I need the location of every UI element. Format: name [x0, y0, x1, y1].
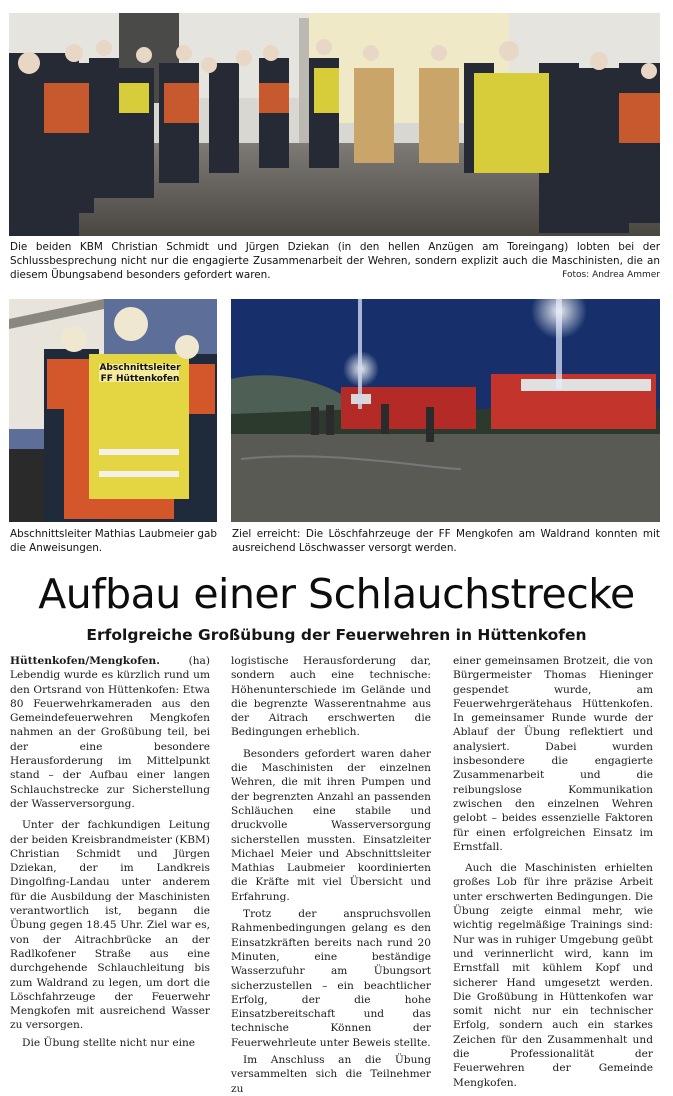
vest-label-line2: FF Hüttenkofen — [100, 374, 180, 384]
article-paragraph: Trotz der anspruchsvollen Rahmenbedingungen gelang es den Einsatzkräften bereits nach rund 20 Minuten, eine beständige Wasserzufuhr am Übungsort sicherzustellen – ein beachtlicher Erfolg, der die hohe Einsatzbereitschaft und das technische Können der Feuerwehrleute unter Beweis stellte. — [231, 908, 431, 1049]
article-column-2 — [231, 654, 431, 1096]
article-paragraph: Im Anschluss an die Übung versammelten sich die Teilnehmer zu — [231, 1054, 431, 1095]
article-column-1 — [10, 654, 210, 1050]
right-photo — [231, 299, 660, 522]
author-tag: (ha) — [188, 655, 210, 667]
vest-label — [94, 363, 186, 385]
article-paragraph: logistische Herausforderung dar, sondern auch eine technische: Höhenunterschiede im Gelände und die begrenzte Wasserentnahme aus der Aitrach erschwerten die Bedingungen erheblich. — [231, 655, 431, 739]
article-paragraph: Auch die Maschinisten erhielten großes Lob für ihre präzise Arbeit unter erschwerten Bedingungen. Die Übung zeigte einmal mehr, wie wichtig regelmäßige Trainings sind: Nur was in ruhiger Umgebung geübt und verinnerlicht wird, kann im Ernstfall mit kühlem Kopf und sicherer Hand umgesetzt werden. Die Großübung in Hüttenkofen war somit nicht nur ein technischer Erfolg, sondern auch ein starkes Zeichen für den Zusammenhalt und die Professionalität der Feuerwehren der Gemeinde Mengkofen. — [453, 862, 653, 1089]
dateline: Hüttenkofen/Mengkofen. — [10, 655, 160, 667]
article-column-3 — [453, 654, 653, 1090]
article-paragraph: Unter der fachkundigen Leitung der beiden Kreisbrandmeister (KBM) Christian Schmidt und Jürgen Dziekan, der im Landkreis Dingolfing-Landau unter anderem für die Ausbildung der Maschinisten verantwortlich ist, begann die Übung gegen 18.45 Uhr. Ziel war es, von der Aitrachbrücke an der Radlkofener Straße aus eine durchgehende Schlauchleitung bis zum Waldrand zu legen, um dort die Löschfahrzeuge der Feuerwehr Mengkofen mit ausreichend Wasser zu versorgen. — [10, 819, 210, 1032]
left-photo-caption: Abschnittsleiter Mathias Laubmeier gab die Anweisungen. — [10, 528, 217, 554]
photo-credit: Fotos: Andrea Ammer — [562, 270, 660, 280]
vest-label-line1: Abschnittsleiter — [99, 363, 181, 373]
paragraph-text: Lebendig wurde es kürzlich rund um den Ortsrand von Hüttenkofen: Etwa 80 Feuerwehrkameraden aus den Gemeindefeuerwehren Mengkofen nahmen an der Großübung teil, bei der eine besondere Herausforderung im Mittelpunkt stand – der Aufbau einer langen Schlauchstrecke zur Sicherstellung der Wasserversorgung. — [10, 669, 210, 810]
article-paragraph: Besonders gefordert waren daher die Maschinisten der einzelnen Wehren, die mit ihren Pumpen und der begrenzten Anzahl an passenden Schläuchen eine stabile und druckvolle Wasserversorgung sicherstellen mussten. Einsatzleiter Michael Meier und Abschnittsleiter Mathias Laubmeier koordinierten die Kräfte mit viel Übersicht und Erfahrung. — [231, 747, 431, 903]
article-paragraph: einer gemeinsamen Brotzeit, die von Bürgermeister Thomas Hieninger gespendet wurde, am Feuerwehrgerätehaus Hüttenkofen. In gemeinsamer Runde wurde der Ablauf der Übung reflektiert und analysiert. Dabei wurden insbesondere die engagierte Zusammenarbeit und die reibungslose Kommunikation zwischen den einzelnen Wehren gelobt – beides essenzielle Faktoren für einen erfolgreichen Einsatz im Ernstfall. — [453, 655, 653, 853]
left-photo — [9, 299, 217, 522]
article-headline: Aufbau einer Schlauchstrecke — [38, 570, 635, 618]
top-photo-caption: Die beiden KBM Christian Schmidt und Jürgen Dziekan (in den hellen Anzügen am Toreingang) lobten bei der Schlussbesprechung nicht nur die engagierte Zusammenarbeit der Wehren, sondern explizit auch die Maschinisten, die an diesem Übungsabend besonders gefordert waren. — [10, 241, 660, 281]
article-paragraph — [10, 654, 210, 811]
article-subheadline: Erfolgreiche Großübung der Feuerwehren in Hüttenkofen — [86, 626, 587, 644]
right-photo-caption: Ziel erreicht: Die Löschfahrzeuge der FF Mengkofen am Waldrand konnten mit ausreichend Löschwasser versorgt werden. — [232, 528, 660, 554]
article-paragraph: Die Übung stellte nicht nur eine — [22, 1036, 196, 1049]
top-photo — [9, 13, 660, 236]
